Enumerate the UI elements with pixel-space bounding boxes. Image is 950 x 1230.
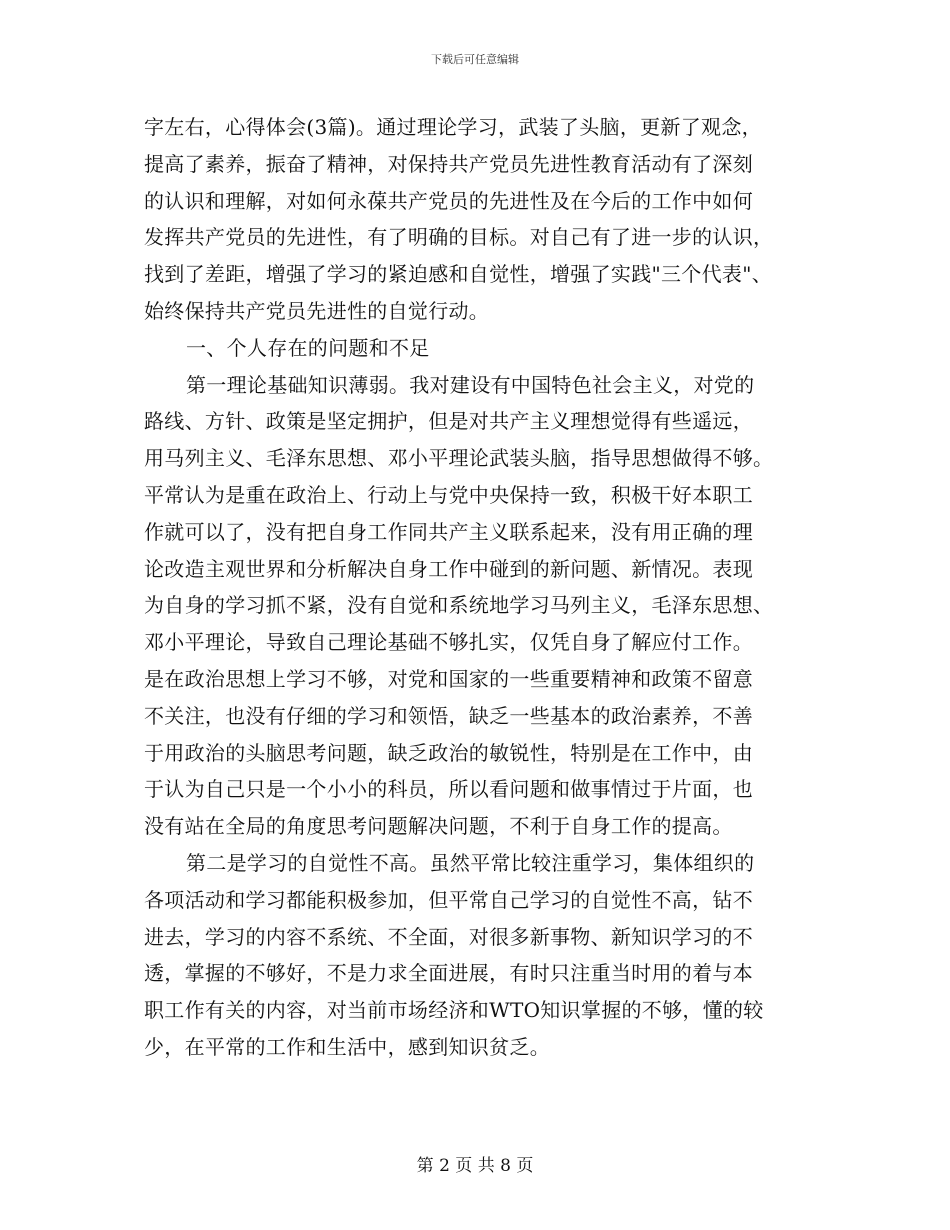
- text-line: 论改造主观世界和分析解决自身工作中碰到的新问题、新情况。表现: [144, 556, 753, 581]
- text-line: 是在政治思想上学习不够，对党和国家的一些重要精神和政策不留意: [144, 666, 753, 691]
- text-line: 少，在平常的工作和生活中，感到知识贫乏。: [144, 1034, 550, 1059]
- text-line: 发挥共产党员的先进性，有了明确的目标。对自己有了进一步的认识，: [144, 225, 774, 250]
- text-line: 邓小平理论，导致自己理论基础不够扎实，仅凭自身了解应付工作。: [144, 630, 753, 655]
- document-body: [144, 109, 808, 1066]
- text-line: 第二是学习的自觉性不高。虽然平常比较注重学习，集体组织的: [186, 850, 755, 875]
- text-line: 始终保持共产党员先进性的自觉行动。: [144, 298, 490, 323]
- section-heading: 一、个人存在的问题和不足: [186, 335, 430, 360]
- text-line: 于认为自己只是一个小小的科员，所以看问题和做事情过于片面，也: [144, 777, 753, 802]
- page-footer: 第 2 页 共 8 页: [416, 1156, 534, 1176]
- text-line: 作就可以了，没有把自身工作同共产主义联系起来，没有用正确的理: [144, 519, 753, 544]
- text-line: 提高了素养，振奋了精神，对保持共产党员先进性教育活动有了深刻: [144, 151, 753, 176]
- text-line: 第一理论基础知识薄弱。我对建设有中国特色社会主义，对党的: [186, 372, 755, 397]
- text-line: 路线、方针、政策是坚定拥护，但是对共产主义理想觉得有些遥远，: [144, 409, 753, 434]
- text-line: 为自身的学习抓不紧，没有自觉和系统地学习马列主义，毛泽东思想、: [144, 593, 774, 618]
- text-line: 进去，学习的内容不系统、不全面，对很多新事物、新知识学习的不: [144, 924, 753, 949]
- text-line: 的认识和理解，对如何永葆共产党员的先进性及在今后的工作中如何: [144, 188, 753, 213]
- text-line: 用马列主义、毛泽东思想、邓小平理论武装头脑，指导思想做得不够。: [144, 446, 774, 471]
- text-line: 没有站在全局的角度思考问题解决问题，不利于自身工作的提高。: [144, 814, 733, 839]
- text-line: 找到了差距，增强了学习的紧迫感和自觉性，增强了实践"三个代表"、: [144, 262, 772, 287]
- text-line: 透，掌握的不够好，不是力求全面进展，有时只注重当时用的着与本: [144, 961, 753, 986]
- text-line: 职工作有关的内容，对当前市场经济和WTO知识掌握的不够，懂的较: [144, 998, 764, 1023]
- text-line: 平常认为是重在政治上、行动上与党中央保持一致，积极干好本职工: [144, 482, 753, 507]
- text-line: 于用政治的头脑思考问题，缺乏政治的敏锐性，特别是在工作中，由: [144, 740, 753, 765]
- text-line: 不关注，也没有仔细的学习和领悟，缺乏一些基本的政治素养，不善: [144, 703, 753, 728]
- text-line: 各项活动和学习都能积极参加，但平常自己学习的自觉性不高，钻不: [144, 887, 753, 912]
- page-header: 下载后可任意编辑: [431, 53, 519, 66]
- text-line: 字左右，心得体会(3篇)。通过理论学习，武装了头脑，更新了观念，: [144, 115, 762, 139]
